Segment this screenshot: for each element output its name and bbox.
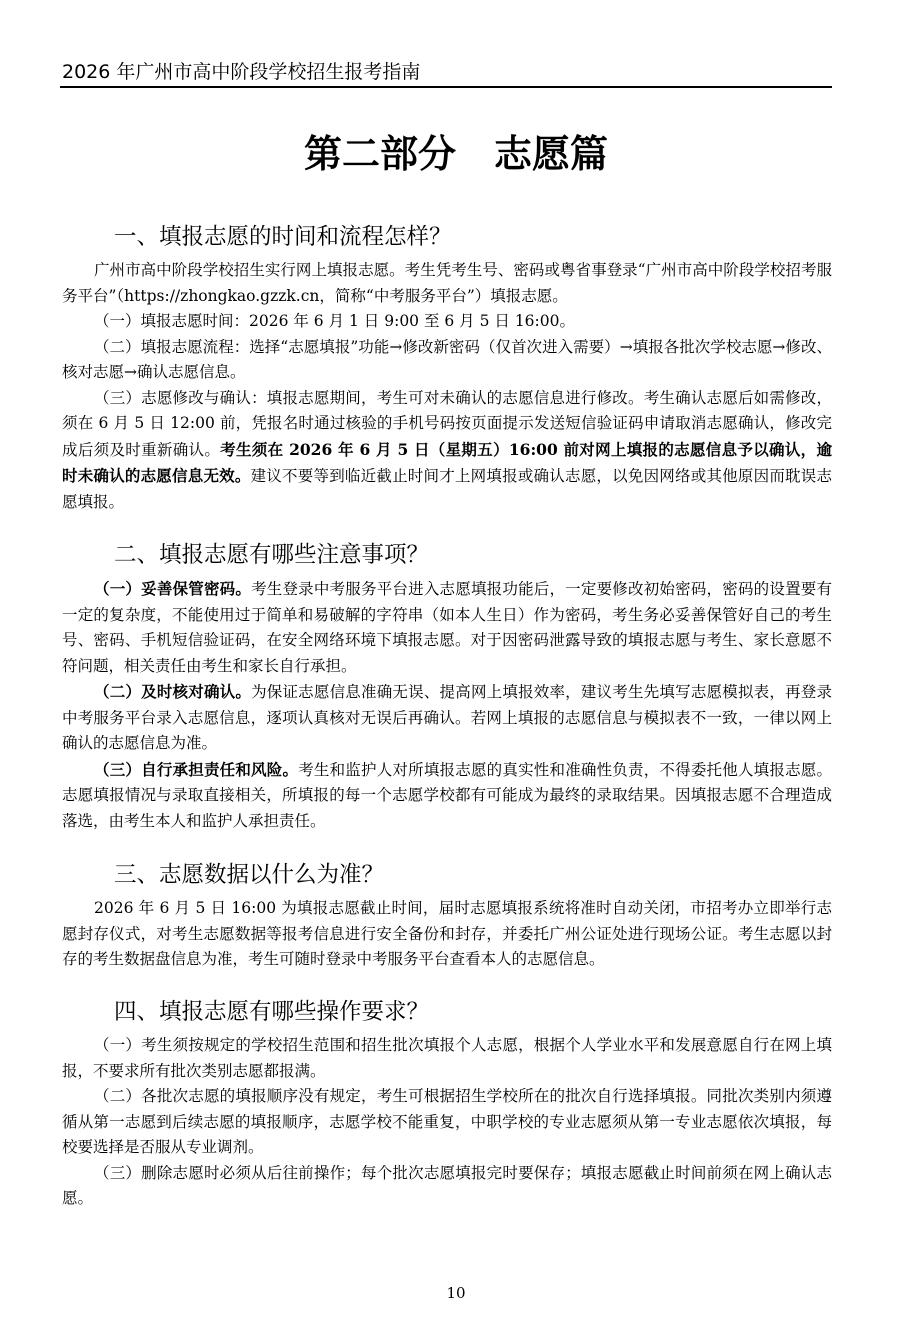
section-data-basis bbox=[62, 860, 832, 973]
section-heading: 二、填报志愿有哪些注意事项？ bbox=[114, 542, 430, 568]
part-title: 第二部分 志愿篇 bbox=[303, 131, 608, 176]
page-number: 10 bbox=[446, 1284, 466, 1302]
section-heading: 四、填报志愿有哪些操作要求？ bbox=[114, 999, 430, 1025]
running-header: 2026 年广州市高中阶段学校招生报考指南 bbox=[62, 61, 421, 83]
paragraph: （二）及时核对确认。为保证志愿信息准确无误、提高网上填报效率，建议考生先填写志愿模拟表，再登录中考服务平台录入志愿信息，逐项认真核对无误后再确认。若网上填报的志愿信息与模拟表不一致，一律以网上确认的志愿信息为准。 bbox=[62, 682, 832, 752]
paragraph: （二）各批次志愿的填报顺序没有规定，考生可根据招生学校所在的批次自行选择填报。同批次类别内须遵循从第一志愿到后续志愿的填报顺序，志愿学校不能重复，中职学校的专业志愿须从第一专业志愿依次填报，每校要选择是否服从专业调剂。 bbox=[62, 1087, 832, 1156]
emphasis-text: （三）自行承担责任和风险。 bbox=[94, 759, 299, 779]
section-heading: 一、填报志愿的时间和流程怎样？ bbox=[114, 224, 452, 250]
section-heading: 三、志愿数据以什么为准？ bbox=[114, 862, 385, 888]
section-operation-requirements bbox=[62, 997, 832, 1212]
section-time-and-process bbox=[62, 222, 832, 515]
section-notes bbox=[62, 540, 832, 834]
paragraph: （三）自行承担责任和风险。考生和监护人对所填报志愿的真实性和准确性负责，不得委托他人填报志愿。志愿填报情况与录取直接相关，所填报的每一个志愿学校都有可能成为最终的录取结果。因填报志愿不合理造成落选，由考生本人和监护人承担责任。 bbox=[62, 759, 832, 830]
emphasis-text: （一）妥善保管密码。 bbox=[94, 579, 252, 598]
paragraph: （三）删除志愿时必须从后往前操作；每个批次志愿填报完时要保存；填报志愿截止时间前须在网上确认志愿。 bbox=[62, 1163, 832, 1207]
paragraph: （一）考生须按规定的学校招生范围和招生批次填报个人志愿，根据个人学业水平和发展意愿自行在网上填报，不要求所有批次类别志愿都报满。 bbox=[62, 1036, 832, 1080]
paragraph: （一）妥善保管密码。考生登录中考服务平台进入志愿填报功能后，一定要修改初始密码，密码的设置要有一定的复杂度，不能使用过于简单和易破解的字符串（如本人生日）作为密码，考生务必妥善保管好自己的考生号、密码、手机短信验证码，在安全网络环境下填报志愿。对于因密码泄露导致的填报志愿与考生、家长意愿不符问题，相关责任由考生和家长自行承担。 bbox=[62, 579, 832, 675]
paragraph: 2026 年 6 月 5 日 16:00 为填报志愿截止时间，届时志愿填报系统将准时自动关闭，市招考办立即举行志愿封存仪式，对考生志愿数据等报考信息进行安全备份和封存，并委托广州公证处进行现场公证。考生志愿以封存的考生数据盘信息为准，考生可随时登录中考服务平台查看本人的志愿信息。 bbox=[62, 899, 832, 968]
paragraph: （二）填报志愿流程：选择“志愿填报”功能→修改新密码（仅首次进入需要）→填报各批次学校志愿→修改、核对志愿→确认志愿信息。 bbox=[62, 337, 832, 381]
paragraph: （一）填报志愿时间：2026 年 6 月 1 日 9:00 至 6 月 5 日 16:00。 bbox=[94, 312, 575, 330]
header-rule bbox=[60, 86, 832, 88]
paragraph: （三）志愿修改与确认：填报志愿期间，考生可对未确认的志愿信息进行修改。考生确认志愿后如需修改，须在 6 月 5 日 12:00 前，凭报名时通过核验的手机号码按页面提示发送短信验证码申请取消志愿确认，修改完成后须及时重新确认。考生须在 2026 年 6 月 5 日（星期五）16:00 前对网上填报的志愿信息予以确认，逾时未确认的志愿信息无效。建议不要等到临近截止时间才上网填报或确认志愿，以免因网络或其他原因而耽误志愿填报。 bbox=[62, 388, 832, 511]
emphasis-text: 考生须在 2026 年 6 月 5 日（星期五）16:00 前对网上填报的志愿信息予以确认，逾时未确认的志愿信息无效。 bbox=[62, 439, 832, 485]
emphasis-text: （二）及时核对确认。 bbox=[94, 682, 252, 701]
paragraph: 广州市高中阶段学校招生实行网上填报志愿。考生凭考生号、密码或粤省事登录“广州市高中阶段学校招考服务平台”（https://zhongkao.gzzk.cn，简称“中考服务平台”）填报志愿。 bbox=[62, 261, 832, 305]
